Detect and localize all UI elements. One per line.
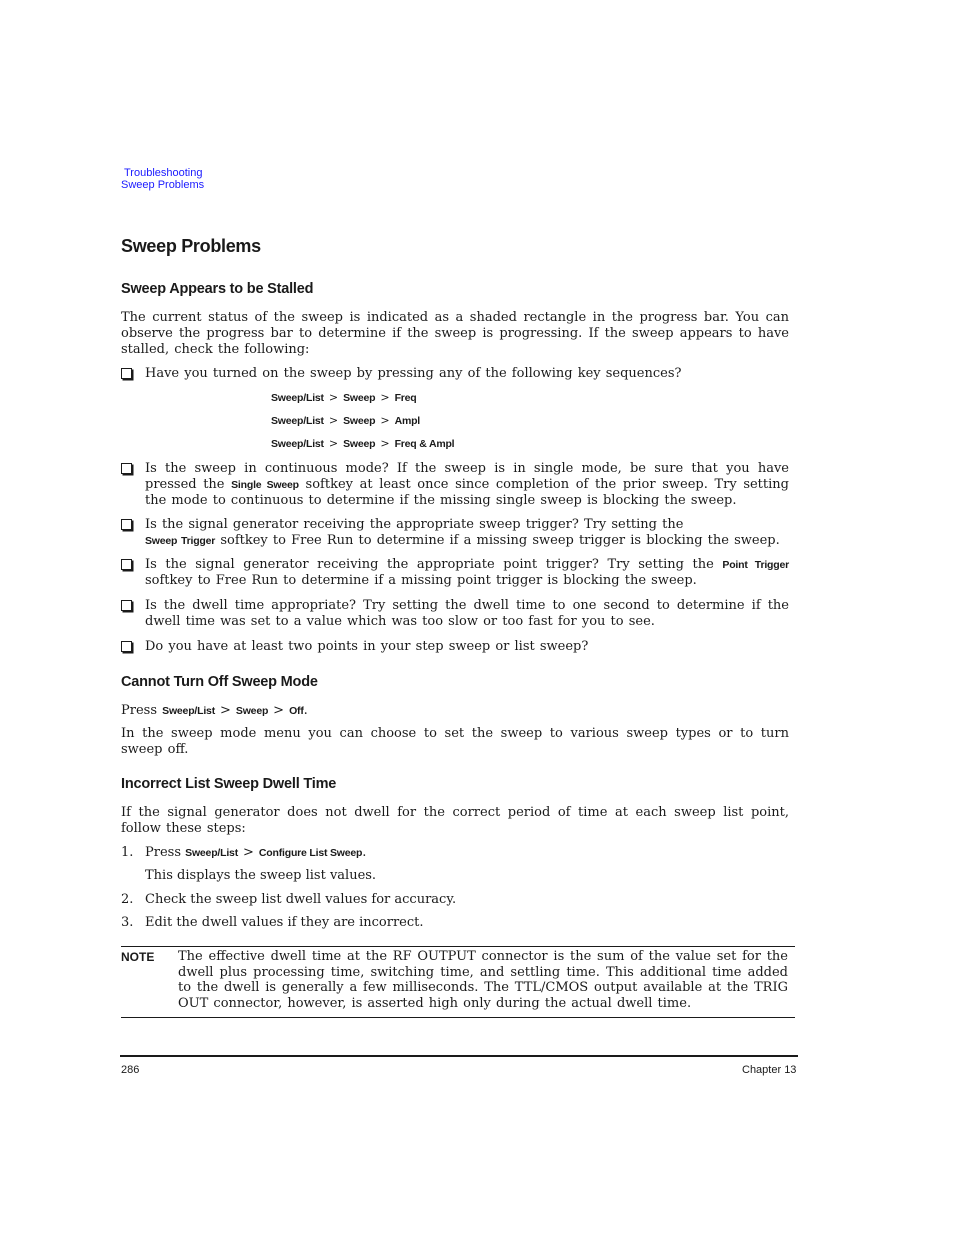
breadcrumb-section-link[interactable]: Sweep Problems — [121, 179, 205, 191]
text-run: softkey to Free Run to determine if a missing point trigger is blocking the sweep. — [145, 573, 697, 589]
separator: > — [328, 414, 339, 427]
key-sweep: Sweep — [235, 705, 269, 717]
breadcrumb-chapter[interactable] — [124, 167, 202, 179]
checkbox-icon — [121, 368, 132, 379]
breadcrumb-chapter-link[interactable]: Troubleshooting — [124, 167, 203, 179]
key-sweep-trigger: Sweep Trigger — [145, 535, 216, 548]
text-run: softkey to Free Run to determine if a missing sweep trigger is blocking the sweep. — [220, 533, 780, 549]
separator: > — [380, 391, 390, 404]
step-text: Edit the dwell values if they are incorrect. — [145, 915, 424, 930]
key-sequence — [271, 414, 420, 427]
key-sequence — [271, 391, 417, 404]
press-sequence: Press Sweep/List > Sweep > Off. — [121, 703, 308, 718]
note-top-rule — [121, 946, 795, 947]
checklist-item-text: Is the dwell time appropriate? Try setting the dwell time to one second to determine if the dwell time was set to a value which was too slow or too fast for you to see. — [145, 598, 789, 630]
step-item — [121, 892, 789, 908]
footer-rule — [120, 1055, 798, 1057]
key-sweep-list: Sweep/List — [271, 415, 324, 427]
checklist-item — [121, 366, 789, 382]
checkbox-icon — [121, 519, 132, 530]
checklist-item — [121, 639, 789, 655]
dwell-intro: If the signal generator does not dwell for the correct period of time at each sweep list point, follow these steps: — [121, 805, 789, 836]
step-text: Press Sweep/List > Configure List Sweep. — [145, 845, 367, 860]
stalled-intro: The current status of the sweep is indicated as a shaded rectangle in the progress bar. You can observe the progress bar to determine if the sweep is progressing. If the sweep appears to have stalled, check the following: — [121, 310, 789, 357]
separator: > — [273, 703, 285, 718]
key-sweep-list: Sweep/List — [271, 438, 324, 450]
cannot-off-paragraph: In the sweep mode menu you can choose to set the sweep to various sweep types or to turn sweep off. — [121, 726, 789, 757]
key-sweep-list: Sweep/List — [185, 847, 238, 859]
separator: > — [328, 391, 339, 404]
checklist-item — [121, 557, 789, 589]
text-run: Is the signal generator receiving the appropriate sweep trigger? Try setting the — [145, 517, 684, 532]
key-freq-ampl: Freq & Ampl — [394, 438, 455, 450]
checklist-item — [121, 517, 789, 549]
step-number: 3. — [121, 915, 134, 930]
checklist-item-text — [145, 517, 789, 549]
checklist-item-text — [145, 461, 789, 510]
step-number: 1. — [121, 845, 134, 860]
key-sequence — [271, 437, 454, 450]
key-sweep-list: Sweep/List — [271, 392, 324, 404]
checkbox-icon — [121, 600, 132, 611]
key-point-trigger: Point Trigger — [722, 559, 789, 571]
section-heading-cannot-off: Cannot Turn Off Sweep Mode — [121, 674, 318, 690]
step-subtext — [121, 868, 789, 884]
checkbox-icon — [121, 463, 132, 474]
checklist-item-text — [145, 557, 789, 589]
step-text: Check the sweep list dwell values for accuracy. — [145, 892, 457, 907]
page-number: 286 — [121, 1064, 140, 1076]
note-bottom-rule — [121, 1017, 795, 1018]
key-freq: Freq — [394, 392, 417, 404]
step-number: 2. — [121, 892, 134, 907]
separator: > — [220, 703, 231, 718]
key-off: Off — [289, 705, 304, 717]
note-text: The effective dwell time at the RF OUTPUT connector is the sum of the value set for the dwell plus processing time, switching time, and settling time. This additional time added to the dwell is generally a few milliseconds. The TTL/CMOS output available at the TRIG OUT connector, however, is asserted high only during the actual dwell time. — [178, 949, 788, 1011]
section-heading-dwell: Incorrect List Sweep Dwell Time — [121, 776, 337, 792]
separator: > — [243, 845, 254, 860]
checkbox-icon — [121, 641, 132, 652]
text-run: Press — [121, 703, 157, 718]
step-item — [121, 845, 789, 861]
text-run: Press — [145, 845, 181, 860]
key-ampl: Ampl — [394, 415, 421, 427]
section-heading-stalled: Sweep Appears to be Stalled — [121, 281, 314, 297]
breadcrumb-section[interactable] — [121, 179, 204, 191]
key-sweep: Sweep — [343, 415, 376, 427]
chapter-label: Chapter 13 — [742, 1064, 797, 1076]
text-run: Is the signal generator receiving the appropriate point trigger? Try setting the — [145, 557, 714, 572]
separator: > — [328, 437, 339, 450]
key-sweep-list: Sweep/List — [162, 705, 215, 717]
key-sweep: Sweep — [343, 392, 376, 404]
key-single-sweep: Single Sweep — [231, 479, 299, 492]
note-label: NOTE — [121, 950, 155, 964]
checkbox-icon — [121, 559, 132, 570]
checklist-item — [121, 461, 789, 510]
separator: > — [380, 414, 390, 427]
key-sweep: Sweep — [343, 438, 376, 450]
step-subtext-text: This displays the sweep list values. — [145, 868, 377, 883]
text-run: Is the sweep in continuous mode? If the sweep is in single mode, be sure that you have pressed the — [145, 461, 789, 493]
separator: > — [380, 437, 390, 450]
step-item — [121, 915, 789, 931]
page-title: Sweep Problems — [121, 236, 261, 256]
checklist-item-text: Do you have at least two points in your step sweep or list sweep? — [145, 639, 589, 654]
text-run: softkey at least once since completion of the prior sweep. Try setting the mode to continuous to determine if the missing single sweep is blocking the sweep. — [145, 477, 789, 509]
key-configure-list-sweep: Configure List Sweep — [258, 847, 363, 859]
checklist-item — [121, 598, 789, 630]
checklist-item-text: Have you turned on the sweep by pressing any of the following key sequences? — [145, 366, 682, 381]
